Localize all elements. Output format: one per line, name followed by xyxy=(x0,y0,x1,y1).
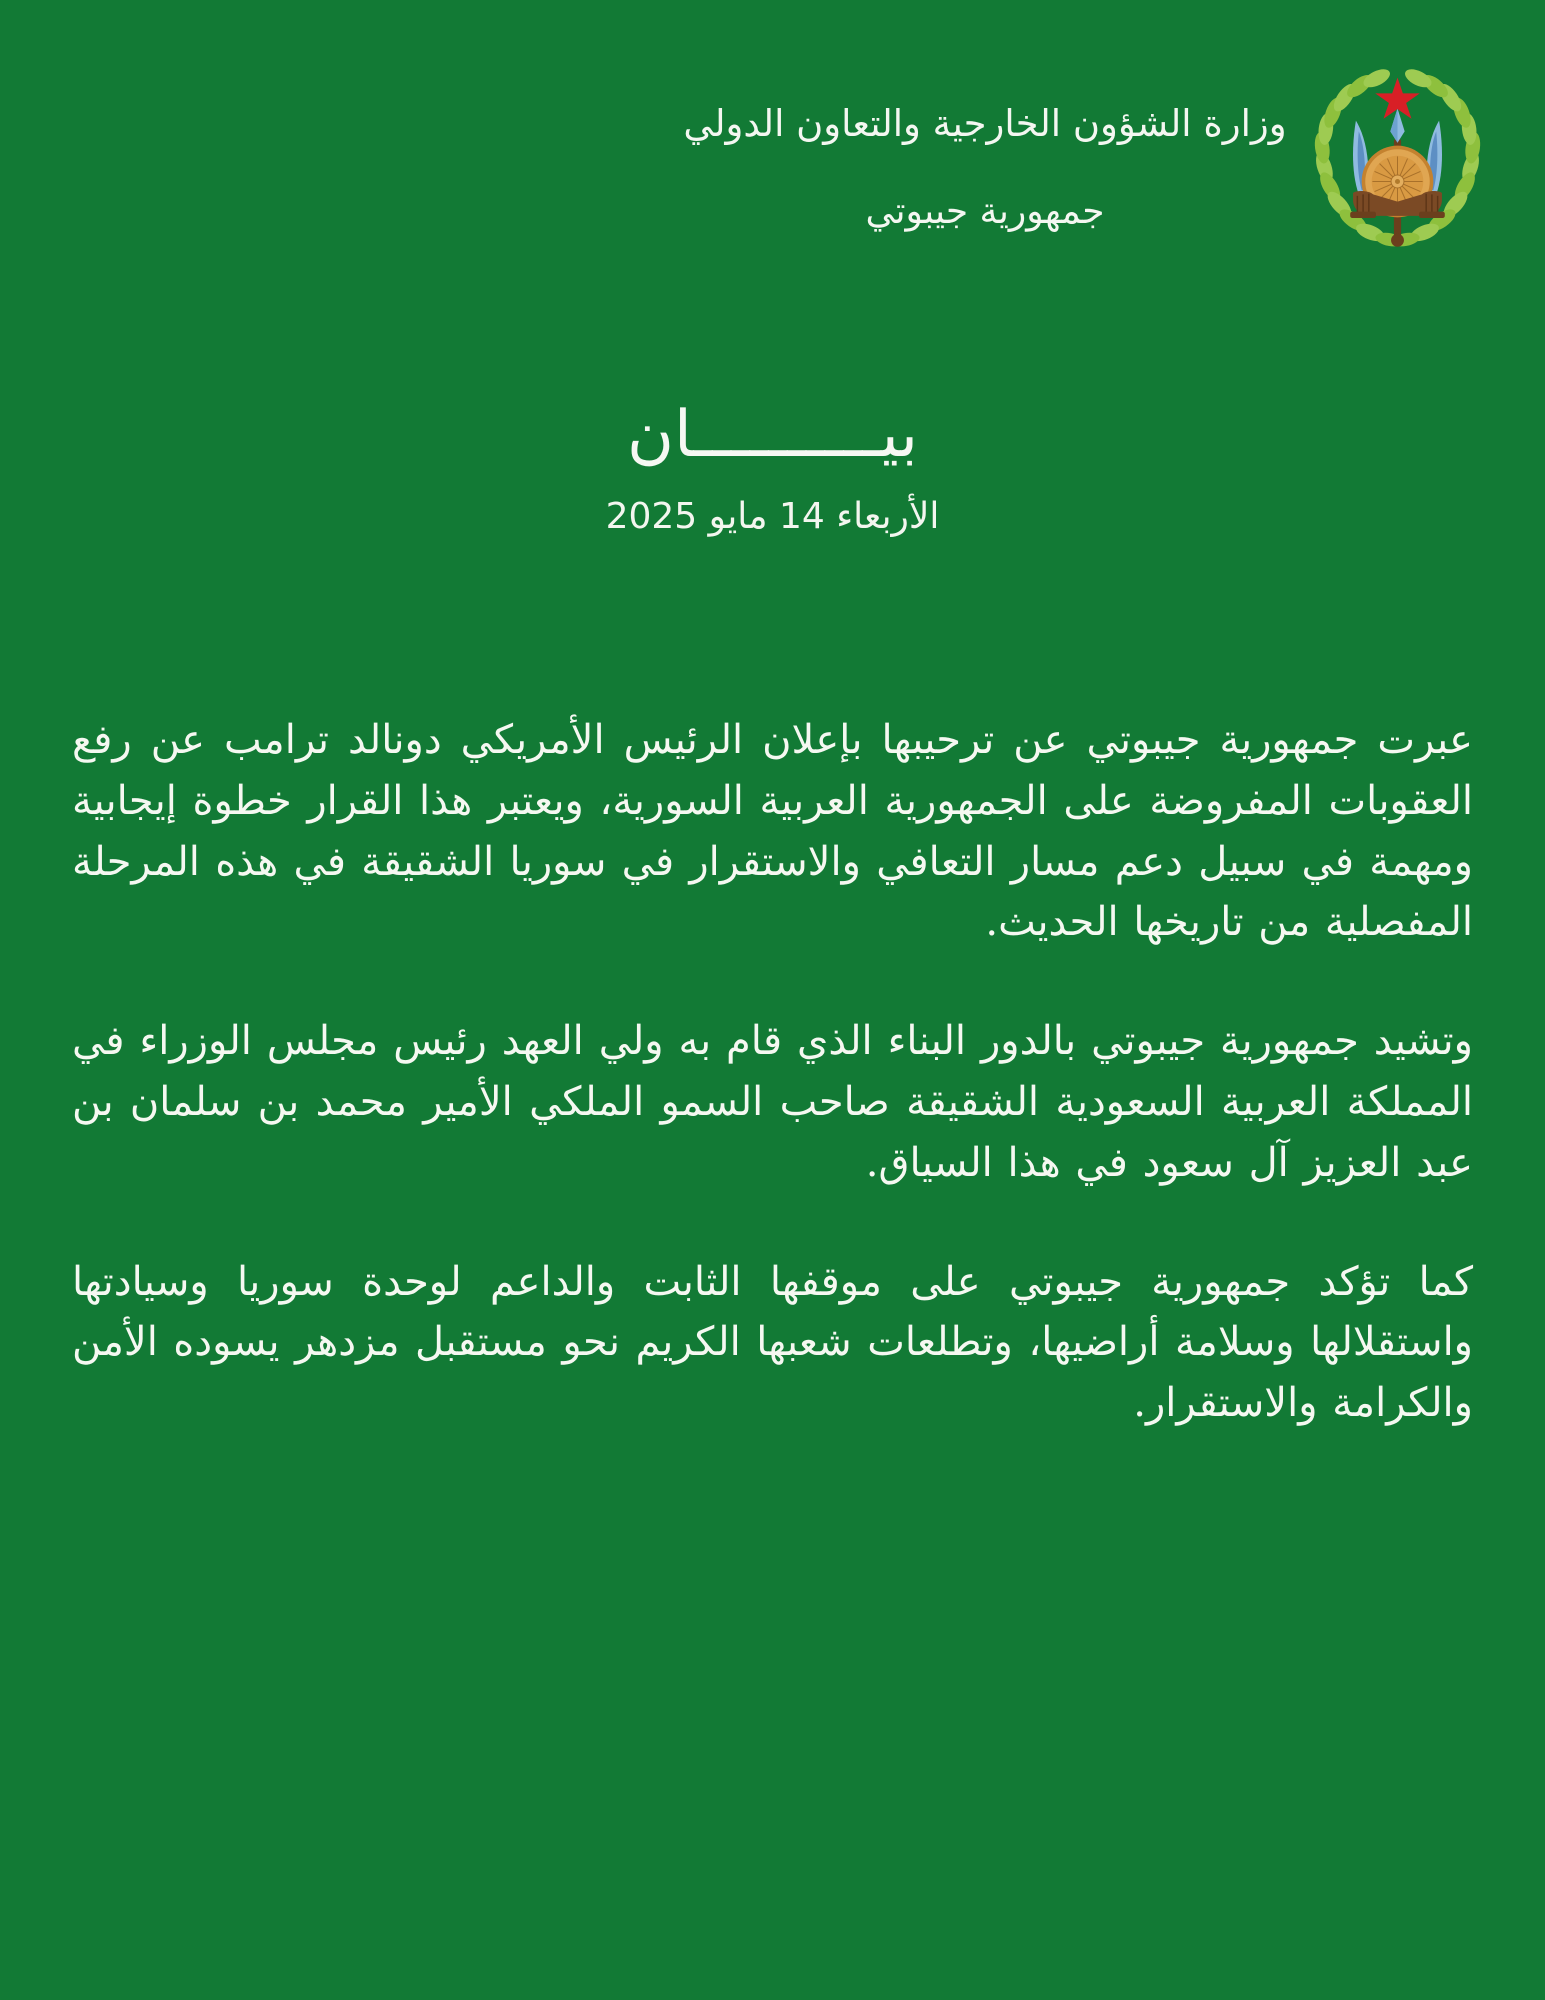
header-text-block xyxy=(680,30,1290,236)
statement-paragraph: وتشيد جمهورية جيبوتي بالدور البناء الذي قام به ولي العهد رئيس مجلس الوزراء في المملكة العربية السعودية الشقيقة صاحب السمو الملكي الأمير محمد بن سلمان بن عبد العزيز آل سعود في هذا السياق. xyxy=(72,1018,1474,1186)
statement-date: الأربعاء 14 مايو 2025 xyxy=(605,496,940,538)
page-title: بيــــــــــان xyxy=(626,398,919,472)
ministry-name: وزارة الشؤون الخارجية والتعاون الدولي xyxy=(683,102,1287,145)
document-header xyxy=(0,30,1545,290)
title-block xyxy=(0,400,1545,539)
statement-paragraph: كما تؤكد جمهورية جيبوتي على موقفها الثابت والداعم لوحدة سوريا وسيادتها واستقلالها وسلامة أراضيها، وتطلعات شعبها الكريم نحو مستقبل مزدهر يسوده الأمن والكرامة والاستقرار. xyxy=(72,1258,1473,1427)
statement-paragraph: عبرت جمهورية جيبوتي عن ترحيبها بإعلان الرئيس الأمريكي دونالد ترامب عن رفع العقوبات المفروضة على الجمهورية العربية السورية، ويعتبر هذا القرار خطوة إيجابية ومهمة في سبيل دعم مسار التعافي والاستقرار في سوريا الشقيقة في هذه المرحلة المفصلية من تاريخها الحديث. xyxy=(72,717,1473,946)
statement-body xyxy=(72,710,1473,1434)
country-name: جمهورية جيبوتي xyxy=(865,191,1105,233)
djibouti-emblem-icon xyxy=(1290,35,1505,285)
national-emblem xyxy=(1290,35,1505,285)
